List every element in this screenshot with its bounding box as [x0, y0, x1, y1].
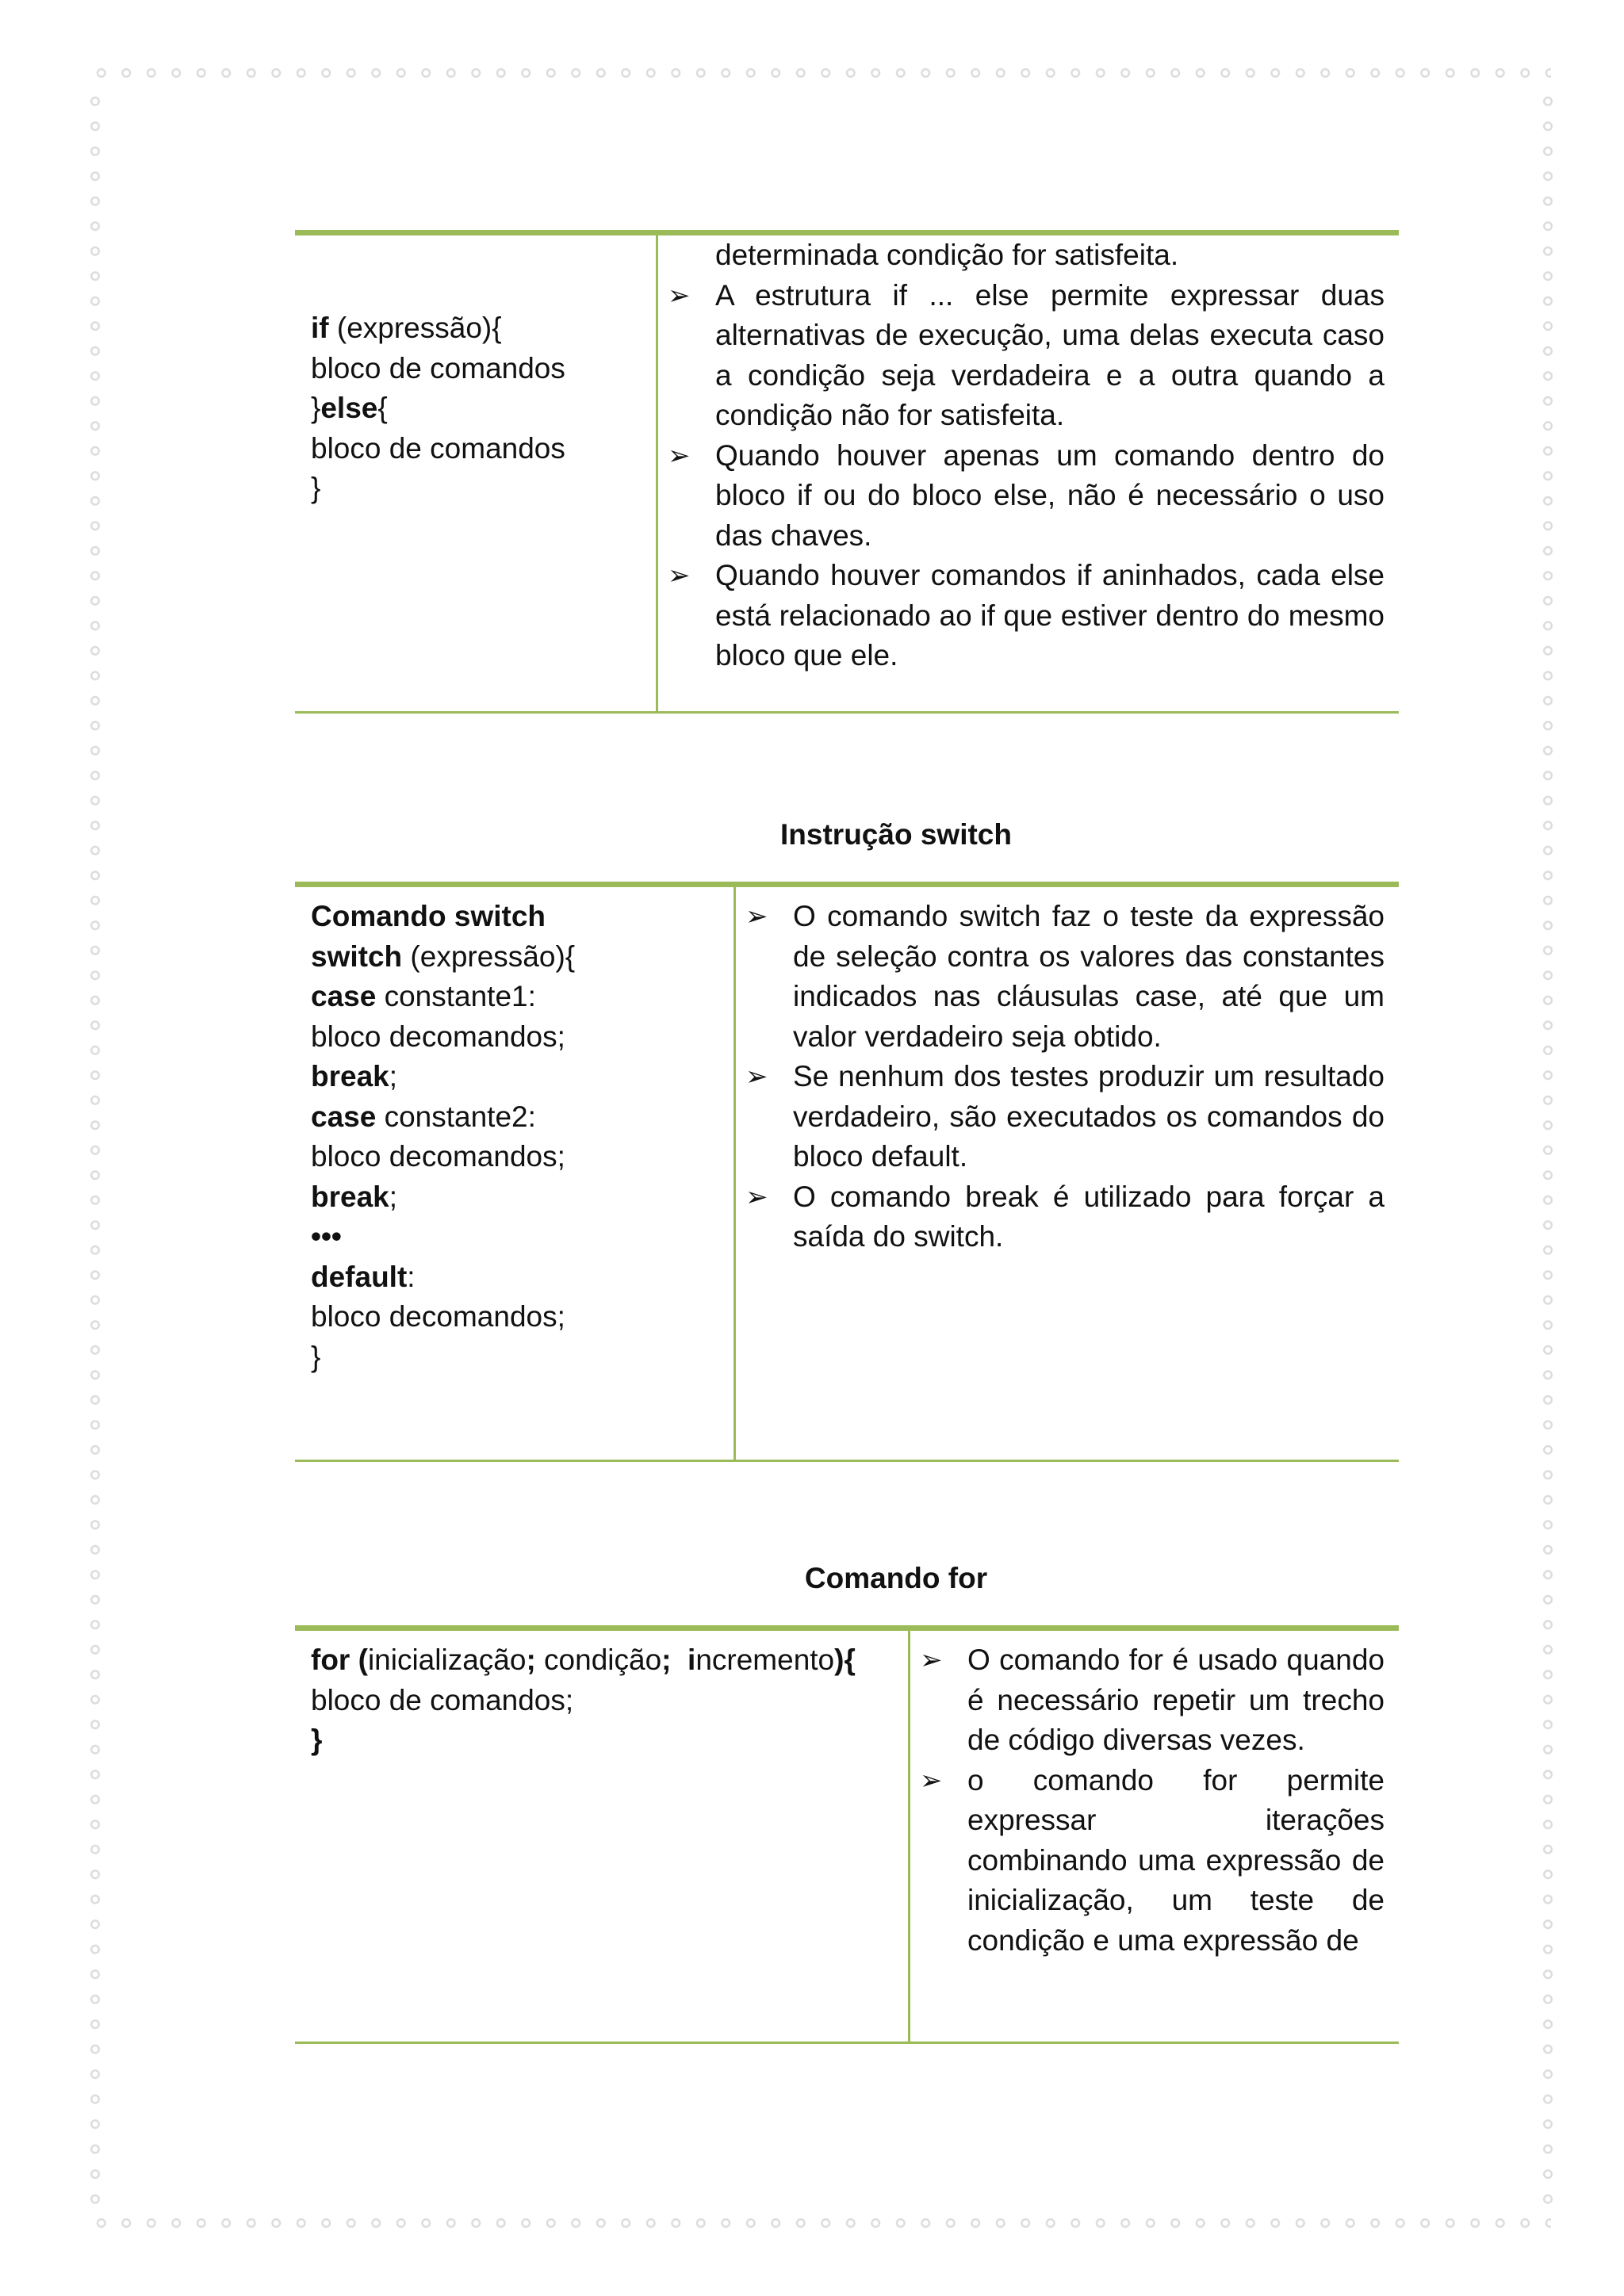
- description-cell-switch: [736, 887, 1399, 1460]
- list-item: [658, 556, 1385, 676]
- code-keyword: ;: [661, 1644, 672, 1676]
- code-keyword: i: [688, 1644, 696, 1676]
- code-text: ncremento: [695, 1644, 835, 1676]
- code-line: [311, 1097, 719, 1138]
- code-text: constante2:: [376, 1100, 536, 1133]
- page-border-top: [89, 67, 1551, 79]
- list-item-text: O comando switch faz o teste da expressão de seleção contra os valores das constantes indicados nas cláusulas case, até que um valor verdadeiro seja obtido.: [793, 900, 1385, 1053]
- code-text: bloco de comandos: [311, 431, 565, 465]
- list-item-text: O comando for é usado quando é necessário repetir um trecho de código diversas vezes.: [967, 1644, 1385, 1756]
- list-item-text: Quando houver comandos if aninhados, cada else está relacionado ao if que estiver dentro do mesmo bloco que ele.: [715, 559, 1385, 672]
- code-line: [311, 388, 642, 429]
- code-text: bloco decomandos;: [311, 1300, 565, 1333]
- table-switch: [295, 882, 1399, 1462]
- code-line: [311, 1177, 719, 1218]
- arrow-bullet-icon: ➢: [920, 1644, 943, 1676]
- list-item-text: A estrutura if ... else permite expressar duas alternativas de execução, uma delas executa caso a condição seja verdadeira e a outra quando a condição não for satisfeita.: [715, 278, 1385, 431]
- arrow-bullet-icon: ➢: [920, 1764, 943, 1797]
- code-text: }: [311, 392, 321, 424]
- continuation-text: determinada condição for satisfeita.: [715, 239, 1179, 271]
- code-text: ;: [389, 1060, 398, 1093]
- list-item-text: o comando for permite expressar iterações combinando uma expressão de inicialização, um teste de condição e uma expressão de: [967, 1763, 1385, 1957]
- arrow-bullet-icon: ➢: [745, 1061, 768, 1093]
- code-line: [311, 1640, 894, 1681]
- code-text: inicialização: [367, 1644, 527, 1676]
- code-line: [311, 1681, 894, 1721]
- description-cell-for: [910, 1631, 1399, 2042]
- code-text: (expressão){: [402, 939, 576, 973]
- list-item-text: O comando break é utilizado para forçar a saída do switch.: [793, 1180, 1385, 1253]
- code-text: :: [407, 1260, 416, 1293]
- code-line: [311, 349, 642, 389]
- list-item: [736, 1057, 1385, 1177]
- code-text: bloco de comandos;: [311, 1683, 574, 1716]
- bullet-list-if-else: [658, 276, 1385, 676]
- arrow-bullet-icon: ➢: [745, 1181, 768, 1213]
- code-cell-switch: [295, 887, 736, 1460]
- code-line: [311, 1137, 719, 1177]
- code-text: condição: [535, 1644, 662, 1676]
- code-text: bloco decomandos;: [311, 1140, 565, 1173]
- code-line: [311, 1017, 719, 1058]
- code-line: [311, 469, 642, 509]
- code-text: bloco de comandos: [311, 351, 565, 385]
- code-keyword: ;: [526, 1644, 536, 1676]
- list-item-text: Se nenhum dos testes produzir um resultado verdadeiro, são executados os comandos do bloco default.: [793, 1060, 1385, 1173]
- list-item-text: Quando houver apenas um comando dentro do bloco if ou do bloco else, não é necessário o uso das chaves.: [715, 438, 1385, 552]
- code-line: [311, 1257, 719, 1298]
- code-keyword: }: [311, 1724, 323, 1756]
- heading-for: Comando for: [804, 1562, 988, 1594]
- code-keyword: default: [311, 1260, 408, 1293]
- code-keyword: •••: [311, 1220, 342, 1253]
- arrow-bullet-icon: ➢: [668, 560, 691, 591]
- code-text: [671, 1644, 688, 1676]
- code-keyword: break: [311, 1060, 389, 1093]
- code-text: (expressão){: [328, 312, 502, 344]
- list-item: [910, 1640, 1385, 1761]
- page-border-left: [89, 89, 102, 2214]
- code-line: [311, 1217, 719, 1257]
- code-line: [311, 1297, 719, 1337]
- page-border-right: [1542, 89, 1554, 2214]
- code-keyword: Comando switch: [311, 900, 546, 932]
- list-item: [658, 276, 1385, 436]
- bullet-list-switch: [736, 897, 1385, 1257]
- code-cell-for: [295, 1631, 910, 2042]
- code-keyword: if: [311, 312, 329, 344]
- bullet-list-for: [910, 1640, 1385, 1961]
- heading-switch: Instrução switch: [780, 818, 1012, 851]
- code-line: [311, 1057, 719, 1097]
- code-keyword: case: [311, 1100, 377, 1133]
- arrow-bullet-icon: ➢: [668, 439, 691, 472]
- code-cell-if-else: [295, 235, 658, 711]
- code-text: bloco decomandos;: [311, 1020, 565, 1053]
- code-keyword: switch: [311, 939, 403, 973]
- code-line: [311, 308, 642, 349]
- code-text: }: [311, 472, 321, 504]
- code-line: [311, 1337, 719, 1378]
- page-border-bottom: [89, 2217, 1551, 2229]
- arrow-bullet-icon: ➢: [668, 279, 691, 312]
- arrow-bullet-icon: ➢: [745, 901, 768, 932]
- code-text: constante1:: [376, 980, 536, 1012]
- code-keyword: break: [311, 1180, 389, 1213]
- code-keyword: else: [320, 392, 378, 424]
- code-line: [311, 977, 719, 1017]
- list-item: [736, 897, 1385, 1057]
- code-line: [311, 429, 642, 469]
- code-line: [311, 897, 719, 937]
- description-cell-if-else: [658, 235, 1399, 711]
- code-keyword: for (: [311, 1644, 368, 1676]
- list-item: [658, 436, 1385, 557]
- code-text: {: [377, 392, 388, 424]
- code-line: [311, 1720, 894, 1761]
- list-item: [910, 1761, 1385, 1961]
- list-item: [736, 1177, 1385, 1257]
- code-text: }: [311, 1340, 321, 1373]
- table-for: [295, 1625, 1399, 2044]
- code-line: [311, 937, 719, 978]
- code-keyword: ){: [834, 1644, 856, 1676]
- table-if-else: [295, 230, 1399, 714]
- code-text: ;: [389, 1180, 398, 1213]
- code-keyword: case: [311, 980, 377, 1012]
